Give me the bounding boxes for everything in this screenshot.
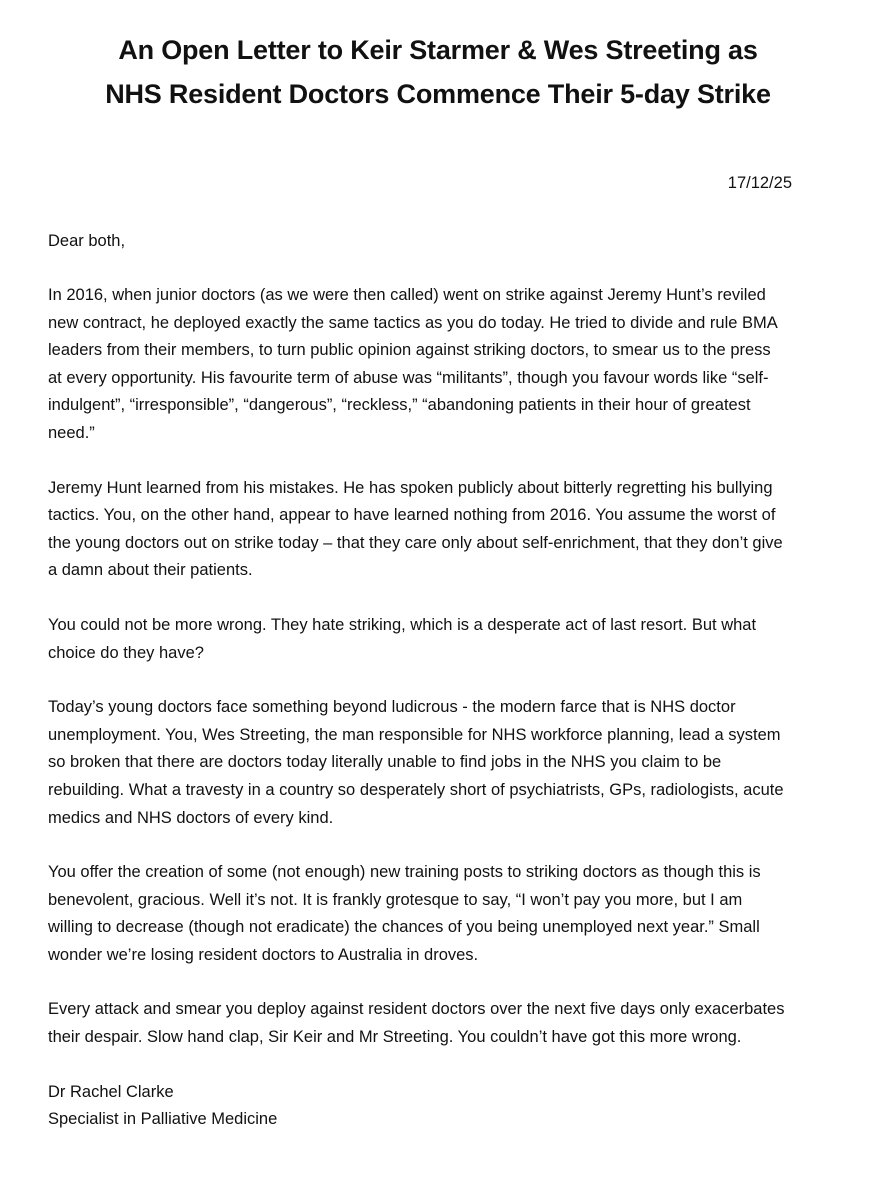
signature-block — [48, 1079, 828, 1134]
letter-date: 17/12/25 — [727, 174, 792, 192]
title-line-1: An Open Letter to Keir Starmer & Wes Streeting as — [118, 35, 758, 65]
signature-name: Dr Rachel Clarke — [48, 1082, 174, 1101]
paragraph-4: Today’s young doctors face something beyond ludicrous - the modern farce that is NHS doctor unemployment. You, Wes Streeting, the man responsible for NHS workforce planning, lead a system so broken that there are doctors today literally unable to find jobs in the NHS you claim to be rebuilding. What a travesty in a country so desperately short of psychiatrists, GPs, radiologists, acute medics and NHS doctors of every kind. — [48, 698, 784, 827]
paragraph-5: You offer the creation of some (not enough) new training posts to striking doctors as though this is benevolent, gracious. Well it’s not. It is frankly grotesque to say, “I won’t pay you more, but I am willing to decrease (though not eradicate) the chances of you being unemployed next year.” Small wonder we’re losing resident doctors to Australia in droves. — [48, 863, 761, 964]
signature-role: Specialist in Palliative Medicine — [48, 1110, 278, 1129]
paragraph-1: In 2016, when junior doctors (as we were then called) went on strike against Jeremy Hunt’s reviled new contract, he deployed exactly the same tactics as you do today. He tried to divide and rule BMA leaders from their members, to turn public opinion against striking doctors, to smear us to the press at every opportunity. His favourite term of abuse was “militants”, though you favour words like “self-indulgent”, “irresponsible”, “dangerous”, “reckless,” “abandoning patients in their hour of greatest need.” — [48, 286, 777, 442]
title-line-2: NHS Resident Doctors Commence Their 5-day Strike — [105, 79, 771, 109]
paragraph-3: You could not be more wrong. They hate striking, which is a desperate act of last resort. But what choice do they have? — [48, 615, 757, 662]
salutation: Dear both, — [48, 232, 126, 250]
letter-title — [48, 28, 828, 116]
paragraph-6: Every attack and smear you deploy against resident doctors over the next five days only exacerbates their despair. Slow hand clap, Sir Keir and Mr Streeting. You couldn’t have got this more wrong. — [48, 1000, 785, 1047]
paragraph-2: Jeremy Hunt learned from his mistakes. He has spoken publicly about bitterly regretting his bullying tactics. You, on the other hand, appear to have learned nothing from 2016. You assume the worst of the young doctors out on strike today – that they care only about self-enrichment, that they don’t give a damn about their patients. — [48, 478, 783, 580]
